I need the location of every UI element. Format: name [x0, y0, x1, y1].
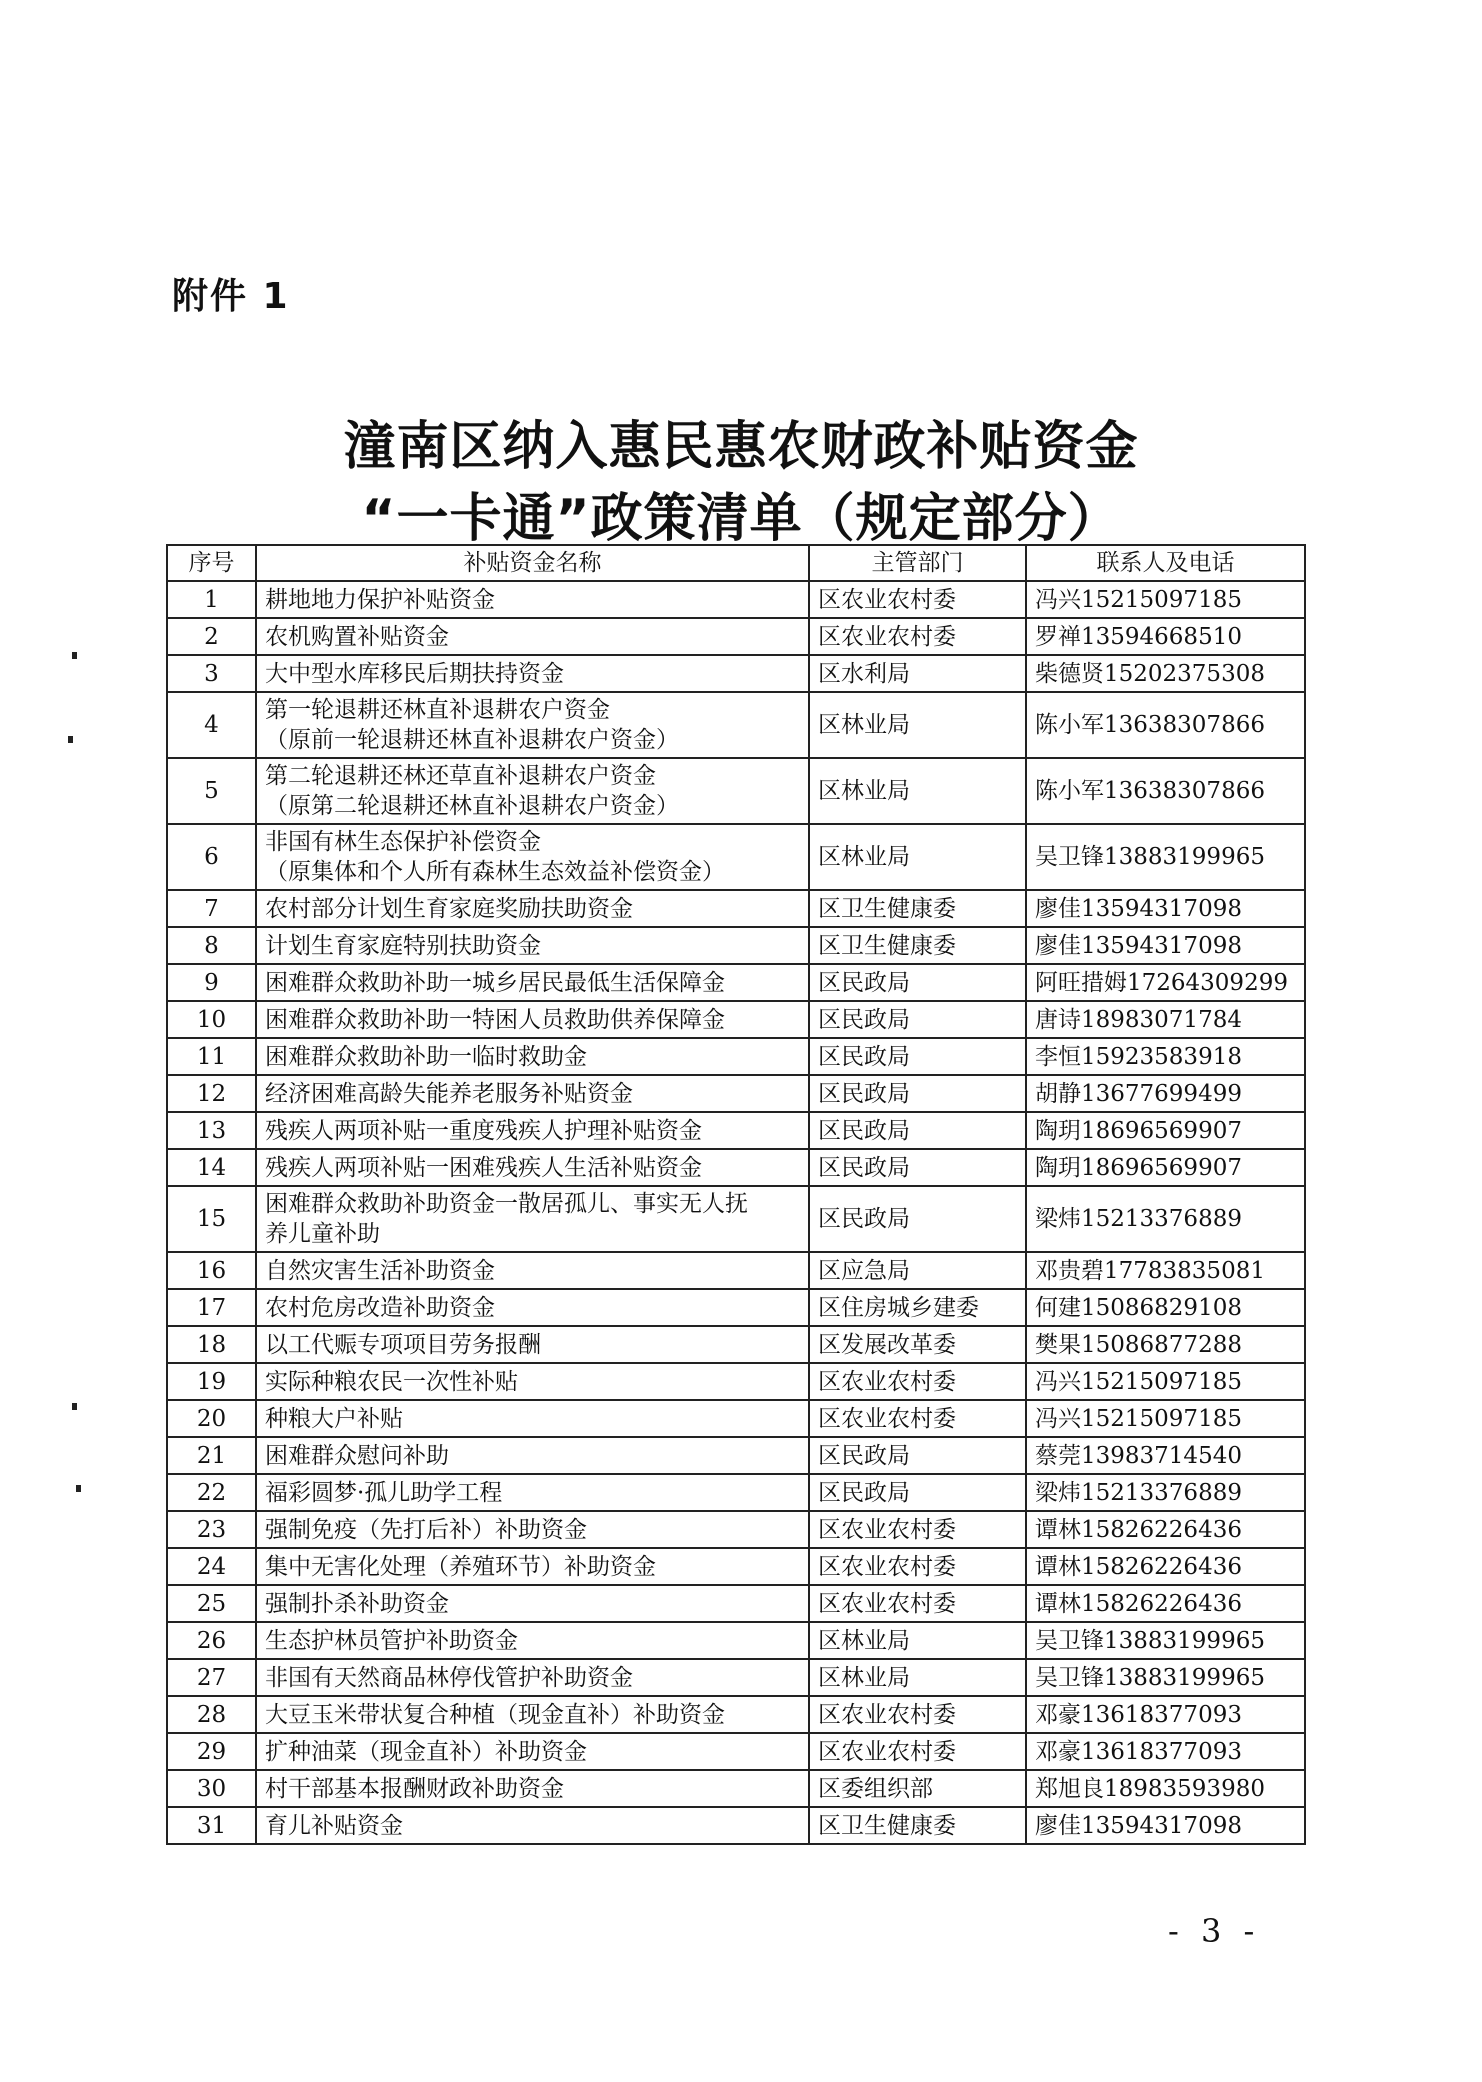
table-row: [167, 1659, 1305, 1696]
row-seq: 31: [167, 1807, 256, 1844]
table-row: [167, 1075, 1305, 1112]
row-subsidy-name: [256, 1437, 809, 1474]
row-seq: 8: [167, 927, 256, 964]
row-seq: 22: [167, 1474, 256, 1511]
row-subsidy-name: [256, 1001, 809, 1038]
row-department: 区农业农村委: [809, 1548, 1026, 1585]
row-department: 区农业农村委: [809, 581, 1026, 618]
row-subsidy-name: [256, 1807, 809, 1844]
subsidy-name-line: 生态护林员管护补助资金: [265, 1627, 518, 1654]
row-seq: 14: [167, 1149, 256, 1186]
row-subsidy-name: [256, 1474, 809, 1511]
table-row: [167, 1186, 1305, 1252]
subsidy-name-line: （原集体和个人所有森林生态效益补偿资金）: [265, 859, 725, 885]
row-department: 区民政局: [809, 1186, 1026, 1252]
row-department: 区卫生健康委: [809, 890, 1026, 927]
table-row: [167, 758, 1305, 824]
row-contact: 冯兴15215097185: [1026, 1363, 1305, 1400]
header-department: 主管部门: [809, 545, 1026, 581]
row-seq: 26: [167, 1622, 256, 1659]
row-contact: 吴卫锋13883199965: [1026, 1622, 1305, 1659]
table-body: [167, 581, 1305, 1844]
subsidy-name-line: 养儿童补助: [265, 1221, 380, 1247]
row-contact: 冯兴15215097185: [1026, 1400, 1305, 1437]
table-row: [167, 1807, 1305, 1844]
row-seq: 4: [167, 692, 256, 758]
row-seq: 18: [167, 1326, 256, 1363]
row-subsidy-name: [256, 1252, 809, 1289]
row-subsidy-name: [256, 1733, 809, 1770]
subsidy-name-line: 困难群众救助补助一城乡居民最低生活保障金: [265, 969, 725, 996]
row-contact: 谭林15826226436: [1026, 1511, 1305, 1548]
row-department: 区民政局: [809, 1075, 1026, 1112]
row-contact: 廖佳13594317098: [1026, 927, 1305, 964]
row-contact: 梁炜15213376889: [1026, 1186, 1305, 1252]
row-department: 区农业农村委: [809, 1363, 1026, 1400]
subsidy-name-line: 大中型水库移民后期扶持资金: [265, 660, 564, 687]
subsidy-name-line: 农村危房改造补助资金: [265, 1294, 495, 1321]
row-subsidy-name: [256, 1112, 809, 1149]
subsidy-name-line: 困难群众救助补助一临时救助金: [265, 1043, 587, 1070]
subsidy-name-line: 村干部基本报酬财政补助资金: [265, 1775, 564, 1802]
row-department: 区农业农村委: [809, 1511, 1026, 1548]
row-contact: 谭林15826226436: [1026, 1548, 1305, 1585]
row-subsidy-name: [256, 964, 809, 1001]
row-contact: 邓豪13618377093: [1026, 1733, 1305, 1770]
row-seq: 13: [167, 1112, 256, 1149]
row-contact: 陈小军13638307866: [1026, 692, 1305, 758]
subsidy-name-line: 以工代赈专项项目劳务报酬: [265, 1331, 541, 1358]
table-row: [167, 581, 1305, 618]
row-contact: 廖佳13594317098: [1026, 1807, 1305, 1844]
table-row: [167, 1326, 1305, 1363]
row-department: 区民政局: [809, 1474, 1026, 1511]
row-subsidy-name: [256, 1149, 809, 1186]
subsidy-name-line: 实际种粮农民一次性补贴: [265, 1368, 518, 1395]
row-subsidy-name: [256, 1186, 809, 1252]
row-contact: 陶玥18696569907: [1026, 1112, 1305, 1149]
row-subsidy-name: [256, 1696, 809, 1733]
row-department: 区农业农村委: [809, 1696, 1026, 1733]
row-seq: 16: [167, 1252, 256, 1289]
subsidy-name-line: 经济困难高龄失能养老服务补贴资金: [265, 1080, 633, 1107]
row-department: 区林业局: [809, 758, 1026, 824]
subsidy-name-line: 集中无害化处理（养殖环节）补助资金: [265, 1553, 656, 1580]
row-subsidy-name: [256, 1585, 809, 1622]
row-seq: 3: [167, 655, 256, 692]
row-subsidy-name: [256, 581, 809, 618]
table-row: [167, 927, 1305, 964]
subsidy-name-line: 计划生育家庭特别扶助资金: [265, 932, 541, 959]
row-department: 区农业农村委: [809, 618, 1026, 655]
row-department: 区林业局: [809, 1659, 1026, 1696]
row-contact: 李恒15923583918: [1026, 1038, 1305, 1075]
subsidy-name-line: 育儿补贴资金: [265, 1812, 403, 1839]
row-contact: 吴卫锋13883199965: [1026, 824, 1305, 890]
header-contact: 联系人及电话: [1026, 545, 1305, 581]
subsidy-name-line: 农机购置补贴资金: [265, 623, 449, 650]
row-contact: 邓豪13618377093: [1026, 1696, 1305, 1733]
margin-mark: [72, 1403, 77, 1410]
policy-table: [166, 544, 1306, 1845]
table-row: [167, 618, 1305, 655]
table-row: [167, 1038, 1305, 1075]
row-contact: 胡静13677699499: [1026, 1075, 1305, 1112]
subsidy-name-line: 耕地地力保护补贴资金: [265, 586, 495, 613]
row-seq: 15: [167, 1186, 256, 1252]
margin-mark: [72, 652, 77, 659]
table-row: [167, 1585, 1305, 1622]
row-subsidy-name: [256, 1363, 809, 1400]
row-seq: 24: [167, 1548, 256, 1585]
row-seq: 10: [167, 1001, 256, 1038]
header-seq: 序号: [167, 545, 256, 581]
row-department: 区农业农村委: [809, 1400, 1026, 1437]
table-row: [167, 964, 1305, 1001]
row-department: 区民政局: [809, 964, 1026, 1001]
row-subsidy-name: [256, 618, 809, 655]
row-subsidy-name: [256, 1075, 809, 1112]
row-seq: 28: [167, 1696, 256, 1733]
table-row: [167, 1001, 1305, 1038]
table-row: [167, 1252, 1305, 1289]
row-contact: 唐诗18983071784: [1026, 1001, 1305, 1038]
row-subsidy-name: [256, 1326, 809, 1363]
row-department: 区卫生健康委: [809, 1807, 1026, 1844]
subsidy-name-line: 第二轮退耕还林还草直补退耕农户资金: [265, 763, 656, 789]
subsidy-name-line: 困难群众救助补助资金一散居孤儿、事实无人抚: [265, 1191, 748, 1217]
row-department: 区水利局: [809, 655, 1026, 692]
row-department: 区民政局: [809, 1038, 1026, 1075]
row-subsidy-name: [256, 1622, 809, 1659]
row-seq: 25: [167, 1585, 256, 1622]
row-subsidy-name: [256, 927, 809, 964]
row-contact: 谭林15826226436: [1026, 1585, 1305, 1622]
row-department: 区林业局: [809, 1622, 1026, 1659]
subsidy-name-line: 非国有天然商品林停伐管护补助资金: [265, 1664, 633, 1691]
row-subsidy-name: [256, 1770, 809, 1807]
row-seq: 27: [167, 1659, 256, 1696]
row-contact: 陈小军13638307866: [1026, 758, 1305, 824]
subsidy-name-line: 困难群众慰问补助: [265, 1442, 449, 1469]
row-seq: 30: [167, 1770, 256, 1807]
document-title-line-2: “一卡通”政策清单（规定部分）: [361, 489, 1121, 549]
row-department: 区卫生健康委: [809, 927, 1026, 964]
subsidy-name-line: 非国有林生态保护补偿资金: [265, 829, 541, 855]
row-seq: 19: [167, 1363, 256, 1400]
row-department: 区农业农村委: [809, 1585, 1026, 1622]
table-row: [167, 1733, 1305, 1770]
table-row: [167, 1474, 1305, 1511]
table-row: [167, 1622, 1305, 1659]
subsidy-name-line: 强制扑杀补助资金: [265, 1590, 449, 1617]
table-row: [167, 1437, 1305, 1474]
row-contact: 阿旺措姆17264309299: [1026, 964, 1305, 1001]
margin-mark: [76, 1485, 81, 1492]
table-row: [167, 1149, 1305, 1186]
subsidy-name-line: 第一轮退耕还林直补退耕农户资金: [265, 697, 610, 723]
row-contact: 冯兴15215097185: [1026, 581, 1305, 618]
row-seq: 1: [167, 581, 256, 618]
subsidy-name-line: 困难群众救助补助一特困人员救助供养保障金: [265, 1006, 725, 1033]
table-row: [167, 1400, 1305, 1437]
row-department: 区民政局: [809, 1001, 1026, 1038]
subsidy-name-line: 残疾人两项补贴一困难残疾人生活补贴资金: [265, 1154, 702, 1181]
table-row: [167, 1511, 1305, 1548]
table-row: [167, 1363, 1305, 1400]
row-subsidy-name: [256, 655, 809, 692]
row-contact: 柴德贤15202375308: [1026, 655, 1305, 692]
margin-mark: [68, 736, 73, 743]
row-seq: 17: [167, 1289, 256, 1326]
row-contact: 蔡莞13983714540: [1026, 1437, 1305, 1474]
row-contact: 吴卫锋13883199965: [1026, 1659, 1305, 1696]
row-subsidy-name: [256, 1289, 809, 1326]
attachment-label: 附件 1: [172, 276, 290, 317]
row-seq: 7: [167, 890, 256, 927]
table-row: [167, 1112, 1305, 1149]
table-row: [167, 655, 1305, 692]
row-department: 区住房城乡建委: [809, 1289, 1026, 1326]
row-contact: 樊果15086877288: [1026, 1326, 1305, 1363]
subsidy-name-line: 种粮大户补贴: [265, 1405, 403, 1432]
row-subsidy-name: [256, 1038, 809, 1075]
row-contact: 陶玥18696569907: [1026, 1149, 1305, 1186]
row-seq: 11: [167, 1038, 256, 1075]
row-seq: 21: [167, 1437, 256, 1474]
row-seq: 2: [167, 618, 256, 655]
row-subsidy-name: [256, 758, 809, 824]
row-contact: 廖佳13594317098: [1026, 890, 1305, 927]
row-seq: 6: [167, 824, 256, 890]
table-row: [167, 1289, 1305, 1326]
subsidy-name-line: （原第二轮退耕还林直补退耕农户资金）: [265, 793, 679, 819]
subsidy-name-line: （原前一轮退耕还林直补退耕农户资金）: [265, 727, 679, 753]
table-row: [167, 1696, 1305, 1733]
table-row: [167, 1770, 1305, 1807]
subsidy-name-line: 扩种油菜（现金直补）补助资金: [265, 1738, 587, 1765]
row-seq: 5: [167, 758, 256, 824]
row-department: 区林业局: [809, 692, 1026, 758]
subsidy-name-line: 农村部分计划生育家庭奖励扶助资金: [265, 895, 633, 922]
table-row: [167, 824, 1305, 890]
row-contact: 郑旭良18983593980: [1026, 1770, 1305, 1807]
table-row: [167, 692, 1305, 758]
subsidy-name-line: 残疾人两项补贴一重度残疾人护理补贴资金: [265, 1117, 702, 1144]
row-department: 区发展改革委: [809, 1326, 1026, 1363]
row-seq: 23: [167, 1511, 256, 1548]
document-title-line-1: 潼南区纳入惠民惠农财政补贴资金: [343, 417, 1139, 477]
row-department: 区民政局: [809, 1149, 1026, 1186]
row-seq: 20: [167, 1400, 256, 1437]
page-number: - 3 -: [1168, 1912, 1261, 1950]
row-subsidy-name: [256, 1400, 809, 1437]
row-subsidy-name: [256, 824, 809, 890]
row-seq: 9: [167, 964, 256, 1001]
header-subsidy-name: 补贴资金名称: [256, 545, 809, 581]
row-contact: 罗禅13594668510: [1026, 618, 1305, 655]
row-department: 区民政局: [809, 1437, 1026, 1474]
subsidy-name-line: 自然灾害生活补助资金: [265, 1257, 495, 1284]
row-contact: 邓贵碧17783835081: [1026, 1252, 1305, 1289]
row-contact: 梁炜15213376889: [1026, 1474, 1305, 1511]
row-department: 区民政局: [809, 1112, 1026, 1149]
row-subsidy-name: [256, 890, 809, 927]
table-row: [167, 1548, 1305, 1585]
row-department: 区农业农村委: [809, 1733, 1026, 1770]
row-subsidy-name: [256, 1548, 809, 1585]
subsidy-name-line: 福彩圆梦·孤儿助学工程: [265, 1479, 503, 1506]
row-contact: 何建15086829108: [1026, 1289, 1305, 1326]
table-header-row: [167, 545, 1305, 581]
row-subsidy-name: [256, 1511, 809, 1548]
row-department: 区林业局: [809, 824, 1026, 890]
table-row: [167, 890, 1305, 927]
row-department: 区委组织部: [809, 1770, 1026, 1807]
row-subsidy-name: [256, 692, 809, 758]
row-subsidy-name: [256, 1659, 809, 1696]
row-department: 区应急局: [809, 1252, 1026, 1289]
subsidy-name-line: 大豆玉米带状复合种植（现金直补）补助资金: [265, 1701, 725, 1728]
subsidy-name-line: 强制免疫（先打后补）补助资金: [265, 1516, 587, 1543]
row-seq: 29: [167, 1733, 256, 1770]
row-seq: 12: [167, 1075, 256, 1112]
